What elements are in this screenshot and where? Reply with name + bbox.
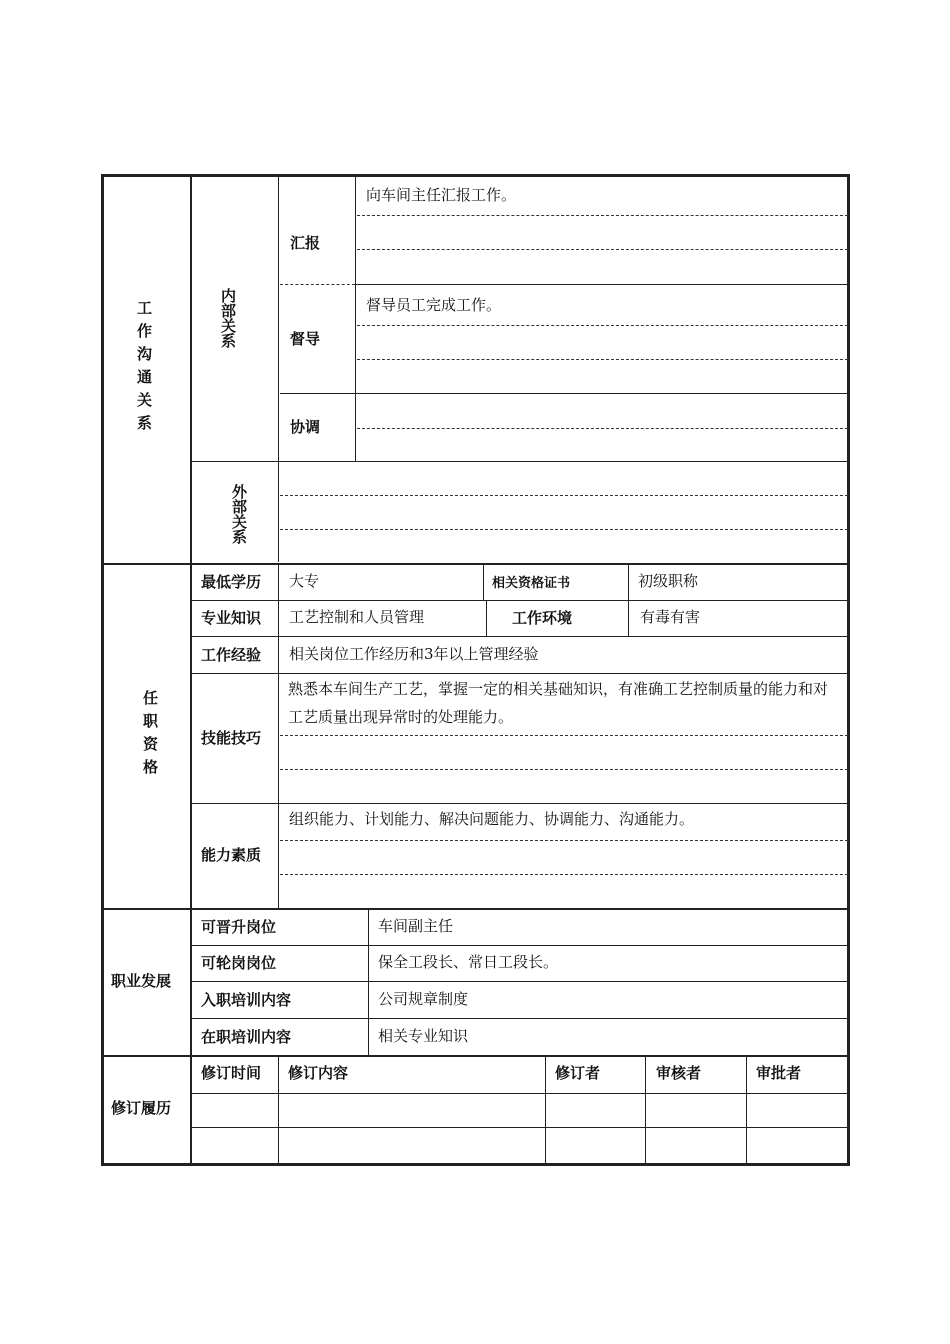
- coordinate-label: 协调: [290, 418, 321, 436]
- writing-line: [280, 874, 848, 875]
- grid-line: [278, 176, 279, 562]
- environment-label: 工作环境: [512, 609, 573, 627]
- grid-line: [355, 176, 356, 461]
- onboarding-value: 公司规章制度: [378, 990, 469, 1008]
- grid-line: [192, 981, 848, 982]
- grid-line: [280, 284, 355, 285]
- onboarding-label: 入职培训内容: [201, 991, 292, 1009]
- skills-label: 技能技巧: [201, 729, 262, 747]
- writing-line: [357, 325, 848, 326]
- promotion-label: 可晋升岗位: [201, 918, 277, 936]
- supervise-text: 督导员工完成工作。: [366, 296, 502, 314]
- knowledge-label: 专业知识: [201, 609, 262, 627]
- revision-header-approver: 审批者: [756, 1064, 802, 1082]
- ability-label: 能力素质: [201, 846, 262, 864]
- revision-header-time: 修订时间: [201, 1064, 262, 1082]
- rotation-value: 保全工段长、常日工段长。: [378, 953, 559, 971]
- section-label-qualification: 任职资格: [141, 690, 159, 782]
- grid-line: [192, 673, 848, 674]
- grid-line: [103, 908, 848, 910]
- external-relations-label: 外部关系: [230, 484, 248, 544]
- grid-line: [278, 565, 279, 908]
- section-label-revision: 修订履历: [111, 1099, 172, 1117]
- skills-value: 熟悉本车间生产工艺，掌握一定的相关基础知识，有准确工艺控制质量的能力和对工艺质量出现异常时的处理能力。: [288, 680, 829, 726]
- grid-line: [192, 1018, 848, 1019]
- grid-line: [355, 284, 848, 285]
- certificate-label: 相关资格证书: [492, 576, 571, 591]
- grid-line: [103, 563, 848, 565]
- grid-line: [103, 1055, 848, 1057]
- writing-line: [357, 359, 848, 360]
- writing-line: [280, 769, 848, 770]
- grid-line: [192, 1093, 848, 1094]
- experience-value: 相关岗位工作经历和3年以上管理经验: [289, 645, 539, 663]
- writing-line: [280, 840, 848, 841]
- report-text: 向车间主任汇报工作。: [366, 186, 517, 204]
- writing-line: [280, 735, 848, 736]
- grid-line: [192, 803, 848, 804]
- grid-line: [278, 1057, 279, 1164]
- grid-line: [190, 176, 192, 1164]
- knowledge-value: 工艺控制和人员管理: [289, 608, 425, 626]
- writing-line: [280, 529, 848, 530]
- inservice-value: 相关专业知识: [378, 1027, 469, 1045]
- inservice-label: 在职培训内容: [201, 1028, 292, 1046]
- grid-line: [192, 945, 848, 946]
- grid-line: [280, 393, 848, 394]
- ability-value: 组织能力、计划能力、解决问题能力、协调能力、沟通能力。: [289, 810, 695, 828]
- grid-line: [192, 636, 848, 637]
- grid-line: [368, 910, 369, 1055]
- environment-value: 有毒有害: [640, 608, 701, 626]
- revision-header-reviewer: 审核者: [656, 1064, 702, 1082]
- writing-line: [357, 249, 848, 250]
- grid-line: [545, 1057, 546, 1164]
- experience-label: 工作经验: [201, 646, 262, 664]
- promotion-value: 车间副主任: [378, 917, 454, 935]
- grid-line: [486, 600, 487, 636]
- education-label: 最低学历: [201, 573, 262, 591]
- writing-line: [280, 495, 848, 496]
- grid-line: [628, 565, 629, 636]
- report-label: 汇报: [290, 234, 321, 252]
- rotation-label: 可轮岗岗位: [201, 954, 277, 972]
- revision-header-reviser: 修订者: [555, 1064, 601, 1082]
- grid-line: [746, 1057, 747, 1164]
- revision-header-content: 修订内容: [288, 1064, 349, 1082]
- section-label-communication: 工作沟通关系: [135, 300, 153, 438]
- certificate-value: 初级职称: [638, 572, 699, 590]
- grid-line: [645, 1057, 646, 1164]
- grid-line: [192, 1127, 848, 1128]
- writing-line: [357, 215, 848, 216]
- grid-line: [483, 565, 484, 600]
- supervise-label: 督导: [290, 330, 321, 348]
- grid-line: [192, 461, 848, 462]
- grid-line: [192, 600, 848, 601]
- education-value: 大专: [289, 572, 320, 590]
- internal-relations-label: 内部关系: [219, 288, 237, 348]
- writing-line: [357, 428, 848, 429]
- section-label-career: 职业发展: [111, 972, 172, 990]
